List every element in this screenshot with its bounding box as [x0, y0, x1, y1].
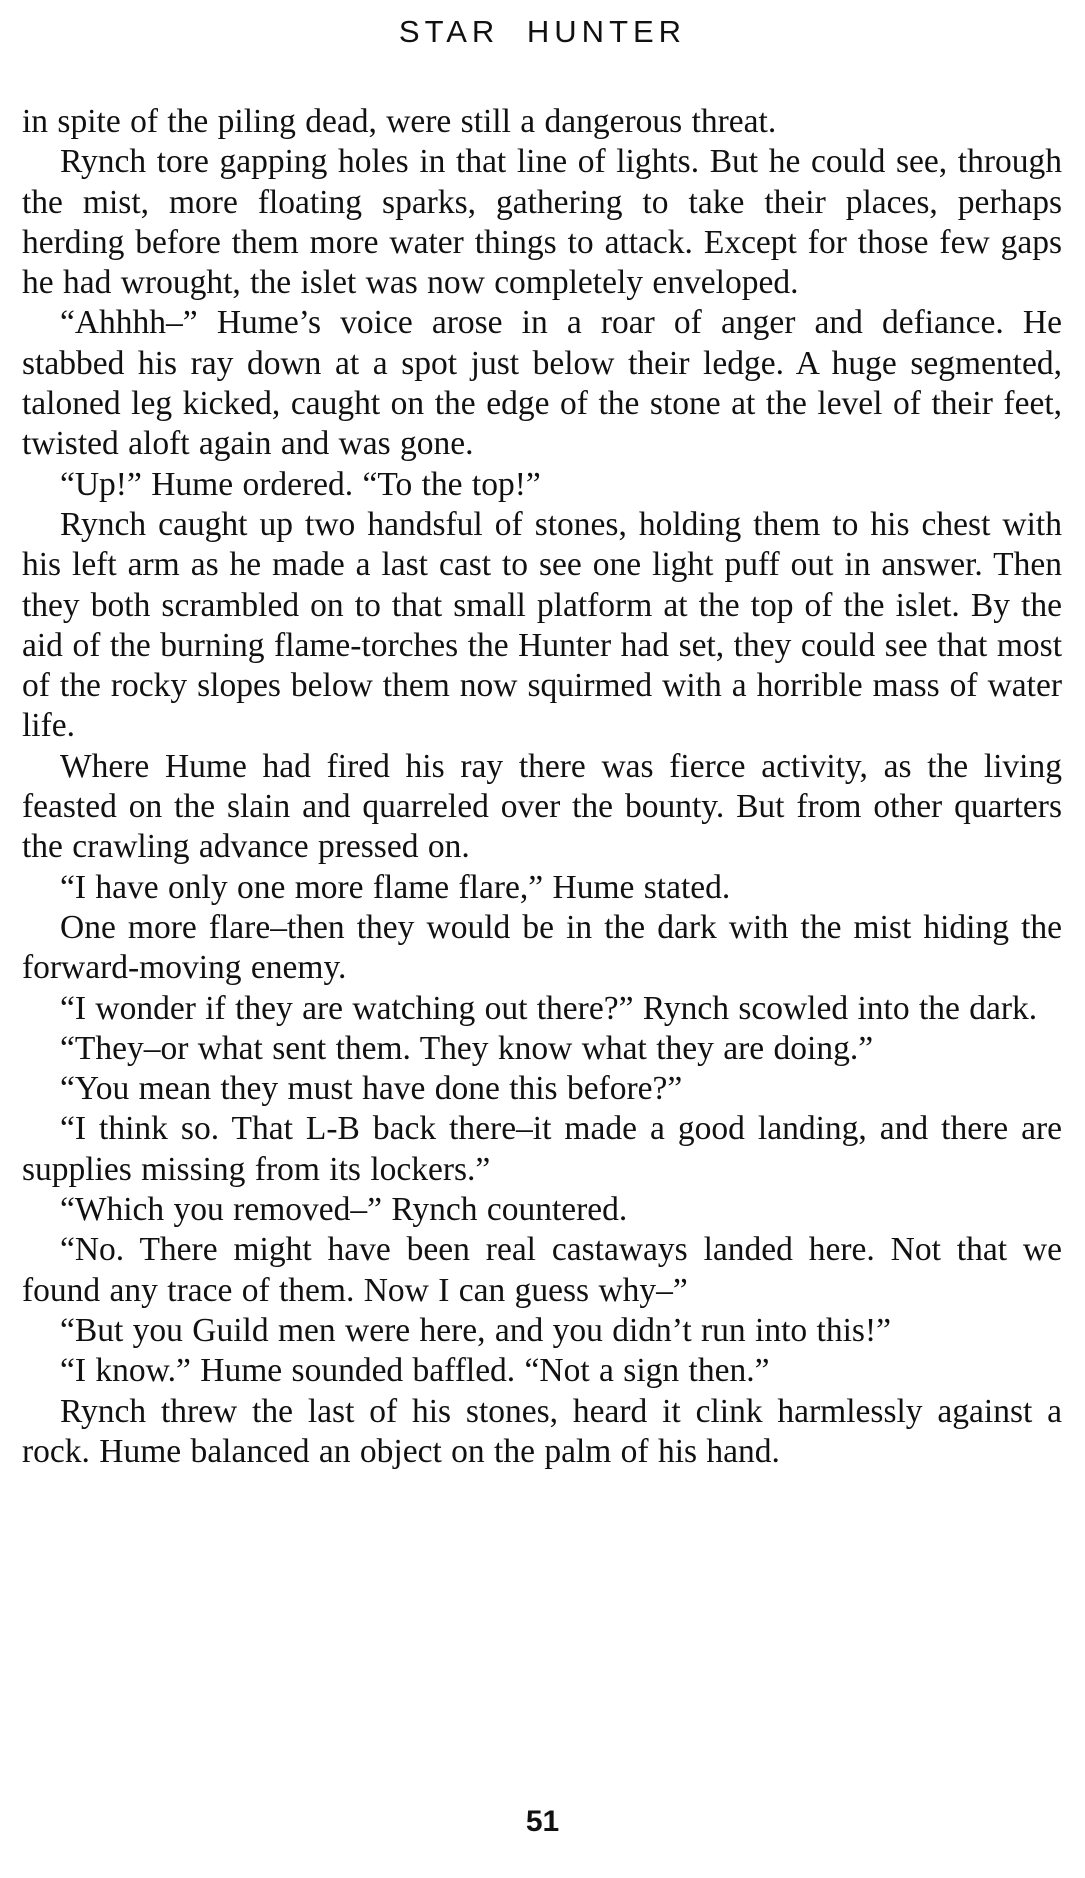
running-head: STAR HUNTER	[398, 14, 687, 49]
paragraph: “Which you removed–” Rynch countered.	[60, 1191, 628, 1229]
paragraph: “I wonder if they are watching out there?” Rynch scowled into the dark.	[60, 989, 1038, 1027]
paragraph: Rynch tore gapping holes in that line of lights. But he could see, through the mist, more floating sparks, gathering to take their places, perhaps herding before them more water things to attack. Except for those few gaps he had wrought, the islet was now completely enveloped.	[22, 143, 1062, 302]
paragraph: “They–or what sent them. They know what they are doing.”	[60, 1029, 874, 1067]
paragraph: “You mean they must have done this before?”	[60, 1070, 683, 1108]
paragraph: in spite of the piling dead, were still a dangerous threat.	[22, 103, 777, 140]
paragraph: “Ahhhh–” Hume’s voice arose in a roar of anger and defiance. He stabbed his ray down at a spot just below their ledge. A huge segmented, taloned leg kicked, caught on the edge of the stone at the level of their feet, twisted aloft again and was gone.	[22, 304, 1062, 463]
paragraph: Rynch threw the last of his stones, heard it clink harmlessly against a rock. Hume balanced an object on the palm of his hand.	[22, 1392, 1062, 1470]
body-text	[22, 102, 1062, 1472]
paragraph: One more flare–then they would be in the dark with the mist hiding the forward-moving enemy.	[22, 908, 1062, 987]
paragraph: “Up!” Hume ordered. “To the top!”	[60, 465, 541, 503]
paragraph: “No. There might have been real castaways landed here. Not that we found any trace of them. Now I can guess why–”	[22, 1231, 1062, 1309]
paragraph: Rynch caught up two handsful of stones, holding them to his chest with his left arm as he made a last cast to see one light puff out in answer. Then they both scrambled on to that small platform at the top of the islet. By the aid of the burning flame-torches the Hunter had set, they could see that most of the rocky slopes below them now squirmed with a horrible mass of water life.	[22, 505, 1062, 745]
paragraph: “I know.” Hume sounded baffled. “Not a sign then.”	[60, 1352, 770, 1390]
paragraph: “But you Guild men were here, and you didn’t run into this!”	[60, 1311, 891, 1349]
paragraph: Where Hume had fired his ray there was fierce activity, as the living feasted on the slain and quarreled over the bounty. But from other quarters the crawling advance pressed on.	[22, 747, 1062, 866]
paragraph: “I think so. That L-B back there–it made a good landing, and there are supplies missing from its lockers.”	[22, 1110, 1062, 1188]
page-number: 51	[525, 1805, 560, 1838]
paragraph: “I have only one more flame flare,” Hume stated.	[60, 868, 731, 906]
